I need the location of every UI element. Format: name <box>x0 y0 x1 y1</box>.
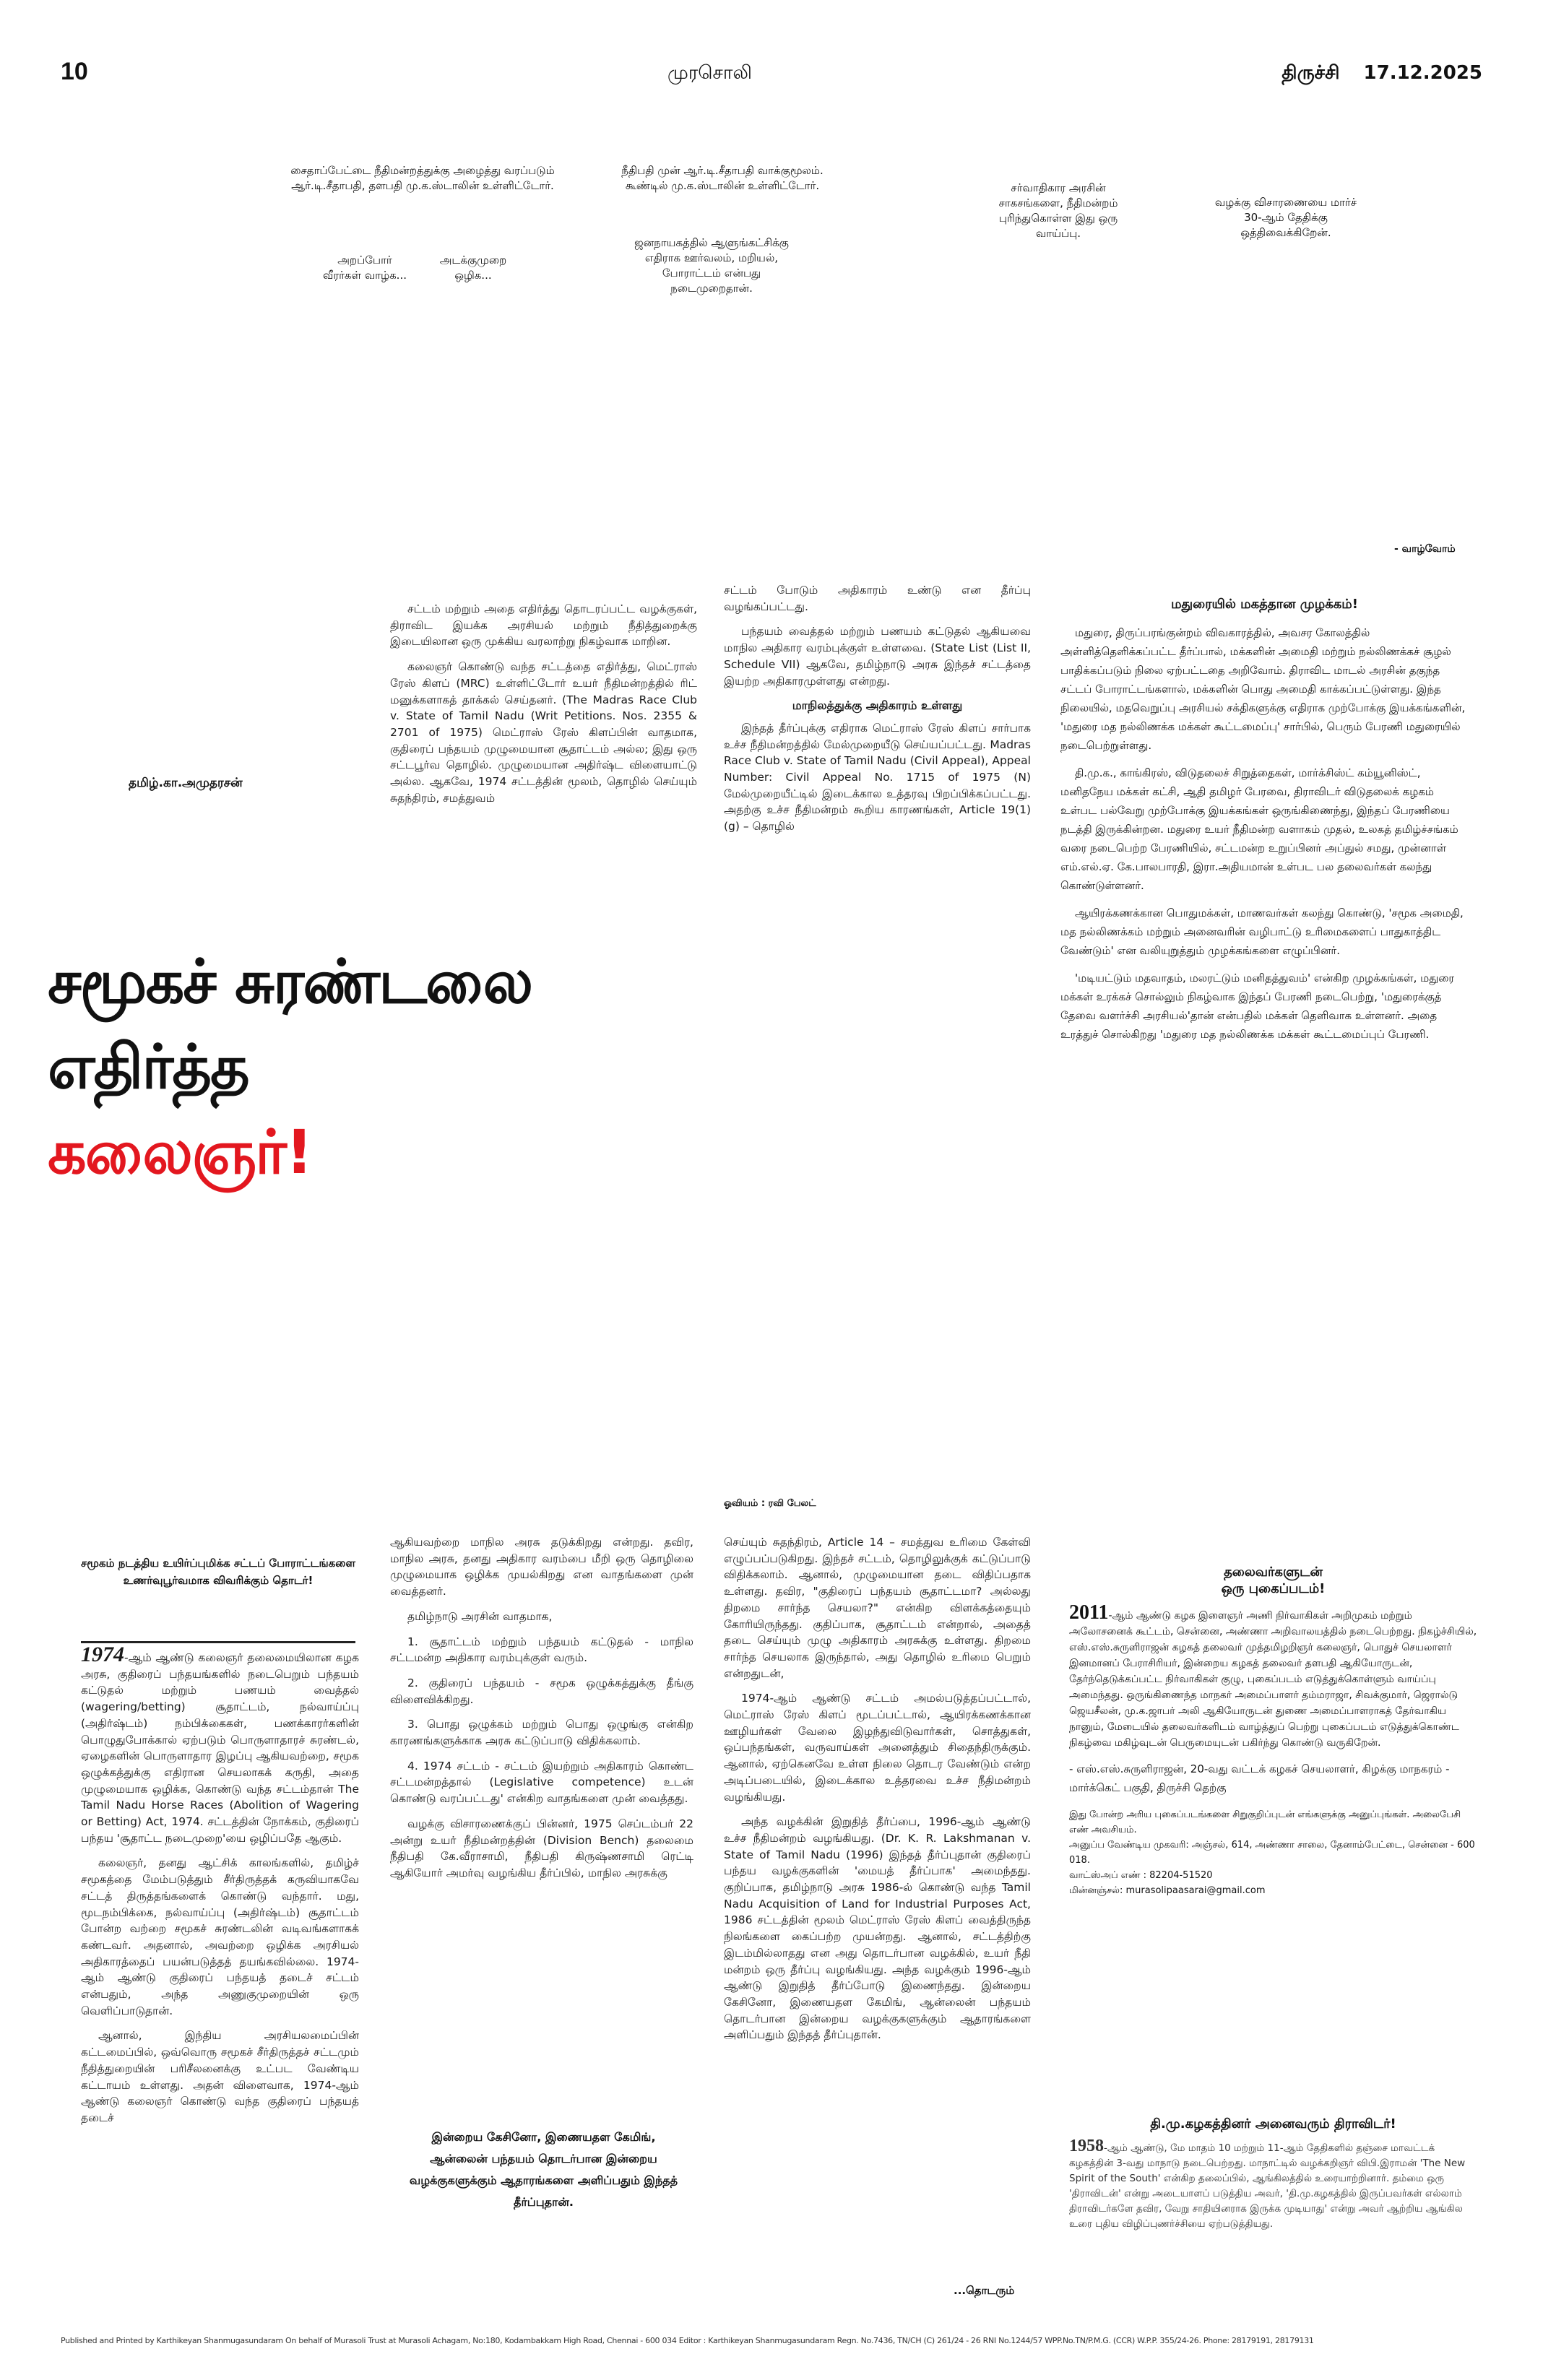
paragraph: இந்தத் தீர்ப்புக்கு எதிராக மெட்ராஸ் ரேஸ் கிளப் சார்பாக உச்ச நீதிமன்றத்தில் மேல்முறையீடு செய்யப்பட்டது. Madras Race Club v. State of Tamil Nadu (Civil Appeal), Appeal Number: Civil Appeal No. 1715 of 1975 (N) மேல்முறையீட்டில் இடைக்கால உத்தரவு பிறப்பிக்கப்பட்டது. அதற்கு உச்ச நீதிமன்றம் கூறிய காரணங்கள், Article 19(1)(g) – தொழில் <box>724 721 1031 834</box>
paragraph: 4. 1974 சட்டம் - சட்டம் இயற்றும் அதிகாரம் கொண்ட சட்டமன்றத்தால் (Legislative competence) உடன் கொண்டு வரப்பட்டது' என்கிற வாதங்களை முன் வைத்தது. <box>390 1759 693 1806</box>
paragraph: சட்டம் போடும் அதிகாரம் உண்டு என தீர்ப்பு வழங்கப்பட்டது. <box>724 584 1031 613</box>
headline-line: எதிர்த்த <box>48 1031 248 1102</box>
article-column <box>390 601 697 815</box>
drop-cap-year: 1974 <box>81 1643 124 1666</box>
caption-quote: ஜனநாயகத்தில் ஆளுங்கட்சிக்கு எதிராக ஊர்வலம், மறியல், போராட்டம் என்பது நடைமுறைதான். <box>634 236 789 295</box>
contact-line: இது போன்ற அரிய புகைப்படங்களை சிறுகுறிப்புடன் எங்களுக்கு அனுப்புங்கள். அலைபேசி எண் அவசியம். <box>1069 1809 1461 1835</box>
paragraph: ஆயிரக்கணக்கான பொதுமக்கள், மாணவர்கள் கலந்து கொண்டு, 'சமூக அமைதி, மத நல்லிணக்கம் மற்றும் அனைவரின் வழிபாட்டு உரிமைகளைப் பாதுகாத்திட வேண்டும்' என வலியுறுத்தும் முழக்கங்களை எழுப்பினர். <box>1060 906 1464 957</box>
sidebar-photo-memory <box>1069 1565 1477 1898</box>
sidebar-body <box>1069 1601 1477 1751</box>
article-column <box>724 582 1031 844</box>
paragraph: தி.மு.க., காங்கிரஸ், விடுதலைச் சிறுத்தைகள், மார்க்சிஸ்ட் கம்யூனிஸ்ட், மனிதநேய மக்கள் கட்சி, ஆதி தமிழர் பேரவை, திராவிடர் விடுதலைக் கழகம் உள்பட பல்வேறு முற்போக்கு இயக்கங்கள் ஒருங்கிணைந்து, இந்தப் பேரணியை நடத்தி இருக்கின்றன. மதுரை உயர் நீதிமன்ற வளாகம் முதல், உலகத் தமிழ்ச்சங்கம் வரை நடைபெற்ற பேரணியில், சட்டமன்ற உறுப்பினர் அப்துல் சமது, முன்னாள் எம்.எல்.ஏ. கே.பாலபாரதி, இரா.அதியமான் உள்பட பல தலைவர்கள் கலந்து கொண்டுள்ளனர். <box>1060 766 1458 892</box>
sidebar-body <box>1069 2139 1477 2232</box>
paragraph: தமிழ்நாடு அரசின் வாதமாக, <box>407 1609 553 1623</box>
paragraph-text: -ஆம் ஆண்டு கலைஞர் தலைமையிலான கழக அரசு, குதிரைப் பந்தயங்களில் நடைபெறும் பந்தயம் கட்டுதல் மற்றும் பணயம் வைத்தல் (wagering/betting) சூதாட்டம், நல்வாய்ப்பு (அதிர்ஷ்டம்) நம்பிக்கைகள், பணக்காரர்களின் பொழுதுபோக்கால் ஏற்படும் பொருளாதாரச் சுரண்டல், ஏழைகளின் பொருளாதார இழப்பு ஆகியவற்றை, சமூக ஒழுக்கத்துக்கு எதிரான செயலாகக் கருதி, அதை முழுமையாக ஒழிக்க, கொண்டு வந்த சட்டம்தான் The Tamil Nadu Horse Races (Abolition of Wagering or Betting) Act, 1974. சட்டத்தின் நோக்கம், குதிரைப் பந்தய 'சூதாட்ட நடைமுறை'யை ஒழிப்பதே ஆகும். <box>81 1651 359 1845</box>
paragraph: அந்த வழக்கின் இறுதித் தீர்ப்பை, 1996-ஆம் ஆண்டு உச்ச நீதிமன்றம் வழங்கியது. (Dr. K. R. Lakshmanan v. State of Tamil Nadu (1996) இந்தத் தீர்ப்புதான் குதிரைப் பந்தய வழக்குகளின் 'மையத் தீர்ப்பாக' அமைந்தது. குறிப்பாக, தமிழ்நாடு அரசு 1986-ல் கொண்டு வந்த Tamil Nadu Acquisition of Land for Industrial Purposes Act, 1986 சட்டத்தின் மூலம் மெட்ராஸ் ரேஸ் கிளப் வைத்திருந்த நிலங்களை கைப்பற்ற முயன்றது. ஆனால், சட்டத்திற்கு இடம்மில்லாதது என அது தொடர்பான வழக்கில், உயர் நீதி மன்றம் ஒரு தீர்ப்பு வழங்கியது. அந்த வழக்கும் 1996-ஆம் ஆண்டு இறுதித் தீர்ப்போடு இணைந்தது. இன்றைய கேசினோ, இணையதள கேமிங், ஆன்லைன் பந்தயம் தொடர்பான இன்றைய வழக்குகளுக்கும் ஆதாரங்களை அளிப்பதும் இந்தத் தீர்ப்புதான். <box>724 1815 1031 2042</box>
sidebar-title: மதுரையில் மகத்தான முழக்கம்! <box>1171 597 1358 612</box>
caption-quote: சைதாப்பேட்டை நீதிமன்றத்துக்கு அழைத்து வரப்படும் ஆர்.டி.சீதாபதி, தளபதி மு.க.ஸ்டாலின் உள்ளிட்டோர். <box>290 164 555 192</box>
paragraph: ஆனால், இந்திய அரசியலமைப்பின் கட்டமைப்பில், ஒவ்வொரு சமூகச் சீர்திருத்தச் சட்டமும் நீதித்துறையின் பரிசீலனைக்கு உட்பட வேண்டிய கட்டாயம் உள்ளது. அதன் விளைவாக, 1974-ஆம் ஆண்டு கலைஞர் கொண்டு வந்த குதிரைப் பந்தயத் தடைச் <box>81 2029 359 2124</box>
cartoon-signoff: - வாழ்வோம் <box>1394 543 1456 555</box>
edition-info <box>1264 62 1482 86</box>
paragraph: 'மடியட்டும் மதவாதம், மலரட்டும் மனிதத்துவம்' என்கிற முழக்கங்கள், மதுரை மக்கள் உரக்கச் சொல்லும் நிகழ்வாக இந்தப் பேரணி நடைபெற்று, 'மதுரைக்குத் தேவை வளர்ச்சி அரசியல்'தான் என்பதில் மக்கள் தெளிவாக உள்ளனர். அதை உரத்துச் சொல்கிறது 'மதுரை மத நல்லிணக்க மக்கள் கூட்டமைப்புப் பேரணி. <box>1060 972 1455 1041</box>
pull-quote: இன்றைய கேசினோ, இணையதள கேமிங், ஆன்லைன் பந்தயம் தொடர்பான இன்றைய வழக்குகளுக்கும் ஆதாரங்களை அளிப்பதும் இந்தத் தீர்ப்புதான். <box>409 2130 678 2209</box>
paragraph-text: -ஆம் ஆண்டு கழக இளைஞர் அணி நிர்வாகிகள் அறிமுகம் மற்றும் அலோசனைக் கூட்டம், சென்னை, அண்ணா அறிவாலயத்தில் நடைபெற்றது. நிகழ்ச்சியில், எஸ்.எஸ்.சுருளிராஜன் கழகத் தலைவர் முத்தமிழறிஞர் கலைஞர், பொதுச் செயலாளர் இனமானப் பேராசிரியர், இன்றைய கழகத் தலைவர் தளபதி ஆகியோருடன், தேர்ந்தெடுக்கப்பட்ட நிர்வாகிகள் குழு, புகைப்படம் எடுத்துக்கொள்ளும் வாய்ப்பு அமைந்தது. ஒருங்கிணைந்த மாநகர் அமைப்பாளர் தம்மராஜா, சிவக்குமார், ஜெரால்டு ஜெயசீலன், மு.க.ஜாபர் அலி ஆகியோருடன் துணை அமைப்பாளராகத் தேர்வாகிய நானும், மேடையில் தலைவர்களிடம் வாழ்த்துப் பெற்று புகைப்படம் எடுத்துக்கொண்ட நிகழ்வை மகிழ்வுடன் பெருமையுடன் பகிர்ந்து கொண்டு வருகிறேன். <box>1069 1610 1477 1749</box>
contact-line: அனுப்ப வேண்டிய முகவரி: அஞ்சல், 614, அண்ணா சாலை, தேனாம்பேட்டை, சென்னை - 600 018. <box>1069 1840 1475 1866</box>
sidebar-title: தலைவர்களுடன் <box>1224 1565 1323 1580</box>
paragraph: வழக்கு விசாரணைக்குப் பின்னர், 1975 செப்டம்பர் 22 அன்று உயர் நீதிமன்றத்தின் (Division Bench) தலைமை நீதிபதி கே.வீராசாமி, நீதிபதி கிருஷ்ணசாமி ரெட்டி ஆகியோர் அமர்வு வழங்கிய தீர்ப்பில், மாநில அரசுக்கு <box>390 1817 693 1879</box>
sidebar-title: ஒரு புகைப்படம்! <box>1221 1581 1326 1596</box>
drop-cap-year: 1958 <box>1069 2137 1104 2155</box>
paragraph: செய்யும் சுதந்திரம், Article 14 – சமத்துவ உரிமை கேள்வி எழுப்பப்படுகிறது. இந்தச் சட்டம், தொழிலுக்குக் கட்டுப்பாடு விதிக்கலாம். ஆனால், முழுமையான தடை விதிப்பதாக உள்ளது. தவிர, "குதிரைப் பந்தயம் சூதாட்டமா? அல்லது திறமை சார்ந்த செயலா?" என்கிற விளக்கத்தையும் கோரியிருந்தது. குதிப்பாக, சூதாட்டம் என்றால், அதைத் தடை செய்யும் முழு அதிகாரம் அரசுக்கு உள்ளது. திறமை சார்ந்த செயலாக இருந்தால், அது தொழில் உரிமை பெறும் என்றதுடன், <box>724 1536 1031 1680</box>
paragraph: பந்தயம் வைத்தல் மற்றும் பணயம் கட்டுதல் ஆகியவை மாநில அதிகார வரம்புக்குள் உள்ளவை. (State List (List II, Schedule VII) ஆகவே, தமிழ்நாடு அரசு இந்தச் சட்டத்தை இயற்ற அதிகாரமுள்ளது என்றது. <box>724 625 1031 688</box>
imprint-footer: Published and Printed by Karthikeyan Shanmugasundaram On behalf of Murasoli Trust at Murasoli Achagam, No:180, Kodambakkam High Road, Chennai - 600 034 Editor : Karthikeyan Shanmugasundaram Regn. No.7436, TN/CH (C) 261/24 - 26 RNI No.1244/57 WPP.No.TN/P.M.G. (CCR) W.P.P. 355/24-26. Phone: 28179191, 28179131 <box>61 2336 1314 2345</box>
sidebar-history <box>1069 2116 1477 2232</box>
paragraph: 1974-ஆம் ஆண்டு சட்டம் அமல்படுத்தப்பட்டால், மெட்ராஸ் ரேஸ் கிளப் மூடப்பட்டால், ஆயிரக்கணக்கான ஊழியர்கள் வேலை இழந்துவிடுவார்கள், சொத்துகள், ஒப்பந்தங்கள், வருவாய்கள் அனைத்தும் சிதைந்திருக்கும். ஆனால், ஏற்கெனவே உள்ள நிலை தொடர வேண்டும் என்ற அடிப்படையில், இடைக்கால உத்தரவை உச்ச நீதிமன்றம் வழங்கியது. <box>724 1692 1031 1804</box>
caption-quote: அடக்குமுறை ஒழிக... <box>439 254 507 282</box>
caption-quote: சர்வாதிகார அரசின் சாகசங்களை, நீதிமன்றம் புரிந்துகொள்ள இது ஒரு வாய்ப்பு. <box>998 181 1118 240</box>
sidebar-news <box>1060 597 1469 1052</box>
paragraph <box>81 1643 359 1846</box>
article-column <box>81 1643 359 2135</box>
caption-quote: வழக்கு விசாரணையை மார்ச் 30-ஆம் தேதிக்கு ஒத்திவைக்கிறேன். <box>1214 196 1357 239</box>
continued-marker: ...தொடரும் <box>954 2284 1015 2297</box>
paragraph: சட்டம் மற்றும் அதை எதிர்த்து தொடரப்பட்ட வழக்குகள், திராவிட இயக்க அரசியல் மற்றும் நீதித்துறைக்கு இடையிலான ஒரு முக்கிய வரலாற்று நிகழ்வாக மாறின. <box>390 602 697 649</box>
headline <box>48 939 698 1195</box>
drop-cap-year: 2011 <box>1069 1601 1109 1624</box>
byline: தமிழ்.கா.அமுதரசன் <box>129 776 243 790</box>
edition-date: 17.12.2025 <box>1363 62 1482 84</box>
headline-line: சமூகச் சுரண்டலை <box>48 946 532 1017</box>
caption-quote: அறப்போர் வீரர்கள் வாழ்க... <box>322 254 407 282</box>
caption-quote: நீதிபதி முன் ஆர்.டி.சீதாபதி வாக்குமூலம். கூண்டில் மு.க.ஸ்டாலின் உள்ளிட்டோர். <box>621 164 824 192</box>
article-column <box>724 1534 1031 2052</box>
contact-info <box>1069 1807 1477 1898</box>
subheading: மாநிலத்துக்கு அதிகாரம் உள்ளது <box>792 698 963 713</box>
signature: - எஸ்.எஸ்.சுருளிராஜன், 20-வது வட்டக் கழகச் செயலாளர், கிழக்கு மாநகரம் - மார்க்கெட் பகுதி, திருச்சி தெற்கு <box>1069 1762 1450 1794</box>
masthead <box>61 58 1482 94</box>
paper-name: முரசொலி <box>667 62 752 84</box>
paragraph: 3. பொது ஒழுக்கம் மற்றும் பொது ஒழுங்கு என்கிற காரணங்களுக்காக அரசு கட்டுப்பாடு விதிக்கலாம். <box>390 1718 693 1748</box>
page-number: 10 <box>61 58 88 85</box>
paragraph: மதுரை, திருப்பரங்குன்றம் விவகாரத்தில், அவசர கோலத்தில் அள்ளித்தெளிக்கப்பட்ட தீர்ப்பால், மக்களின் அமைதி மற்றும் நல்லிணக்கச் சூழல் பாதிக்கப்படும் நிலை ஏற்பட்டதை அறிவோம். திராவிட மாடல் அரசின் தகுந்த சட்டப் போராட்டங்களால், மக்களின் பொது அமைதி காக்கப்பட்டுள்ளது. இந்த நிலையில், மதவெறுப்பு அரசியல் சக்திகளுக்கு எதிராக முற்போக்கு இயக்கங்களின், 'மதுரை மத நல்லிணக்க மக்கள் கூட்டமைப்பு' சார்பில், பெரும் பேரணி மதுரையில் நடைபெற்றுள்ளது. <box>1060 626 1466 752</box>
article-column <box>390 1534 693 1890</box>
paragraph: கலைஞர், தனது ஆட்சிக் காலங்களில், தமிழ்ச் சமூகத்தை மேம்படுத்தும் சீர்திருத்தக் கருவியாகவே சட்டத் திருத்தங்களைக் கொண்டு வந்தார். மது, மூடநம்பிக்கை, நல்வாய்ப்பு (அதிர்ஷ்டம்) சூதாட்டம் போன்ற வற்றை சமூகச் சுரண்டலின் வடிவங்களாகக் கண்டவர். அதனால், அவற்றை ஒழிக்க அரசியல் அதிகாரத்தைப் பயன்படுத்தத் தயங்கவில்லை. 1974-ஆம் ஆண்டு குதிரைப் பந்தயத் தடைச் சட்டம் என்பதும், அந்த அணுகுமுறையின் ஒரு வெளிப்பாடுதான். <box>81 1856 359 2017</box>
sidebar-body <box>1060 623 1469 1044</box>
contact-line: வாட்ஸ்அப் எண் : 82204-51520 <box>1069 1870 1213 1881</box>
paragraph: 1. சூதாட்டம் மற்றும் பந்தயம் கட்டுதல் - மாநில சட்டமன்ற அதிகார வரம்புக்குள் வரும். <box>390 1635 693 1665</box>
headline-highlight: கலைஞர்! <box>48 1117 312 1187</box>
sidebar-title: தி.மு.கழகத்தினர் அனைவரும் திராவிடர்! <box>1150 2116 1396 2132</box>
art-credit: ஓவியம் : ரவி பேலட் <box>724 1498 816 1509</box>
paragraph: கலைஞர் கொண்டு வந்த சட்டத்தை எதிர்த்து, மெட்ராஸ் ரேஸ் கிளப் (MRC) உள்ளிட்டோர் உயர் நீதிமன்றத்தில் ரிட் மனுக்களாகத் தாக்கல் செய்தனர். (The Madras Race Club v. State of Tamil Nadu (Writ Petitions. Nos. 2355 & 2701 of 1975) மெட்ராஸ் ரேஸ் கிளப்பின் வாதமாக, குதிரைப் பந்தயம் முழுமையான சூதாட்டம் அல்ல; இது ஒரு சட்டபூர்வ தொழில். முழுமையான அதிர்ஷ்ட விளையாட்டு அல்ல. ஆகவே, 1974 சட்டத்தின் மூலம், தொழில் செய்யும் சுதந்திரம், சமத்துவம் <box>390 660 697 805</box>
paragraph: ஆகியவற்றை மாநில அரசு தடுக்கிறது என்றது. தவிர, மாநில அரசு, தனது அதிகார வரம்பை மீறி ஒரு தொழிலை முழுமையாக ஒழிக்க முயல்கிறது என வாதங்களை முன் வைத்தனர். <box>390 1536 693 1598</box>
paragraph-text: -ஆம் ஆண்டு, மே மாதம் 10 மற்றும் 11-ஆம் தேதிகளில் தஞ்சை மாவட்டக் கழகத்தின் 3-வது மாநாடு நடைபெற்றது. மாநாட்டில் வழக்கறிஞர் விபி.இராமன் 'The New Spirit of the South' என்கிற தலைப்பில், ஆங்கிலத்தில் உரையாற்றினார். தம்மை ஒரு 'திராவிடன்' என்று அடையாளப் படுத்திய அவர், 'தி.மு.கழகத்தில் இருப்பவர்கள் எல்லாம் திராவிடர்களே தவிர, வேறு சாதியினராக இருக்க முடியாது' என்று அவர் ஆற்றிய ஆங்கில உரை புதிய விழிப்புணர்ச்சியை ஏற்படுத்தியது. <box>1069 2142 1466 2230</box>
edition-city: திருச்சி <box>1281 62 1340 84</box>
series-intro: சமூகம் நடத்திய உயிர்ப்புமிக்க சட்டப் போராட்டங்களை உணர்வுபூர்வமாக விவரிக்கும் தொடர்! <box>81 1557 355 1587</box>
contact-line: மின்னஞ்சல்: murasolipaasarai@gmail.com <box>1069 1885 1266 1896</box>
paragraph: 2. குதிரைப் பந்தயம் - சமூக ஒழுக்கத்துக்கு தீங்கு விளைவிக்கிறது. <box>390 1676 693 1706</box>
